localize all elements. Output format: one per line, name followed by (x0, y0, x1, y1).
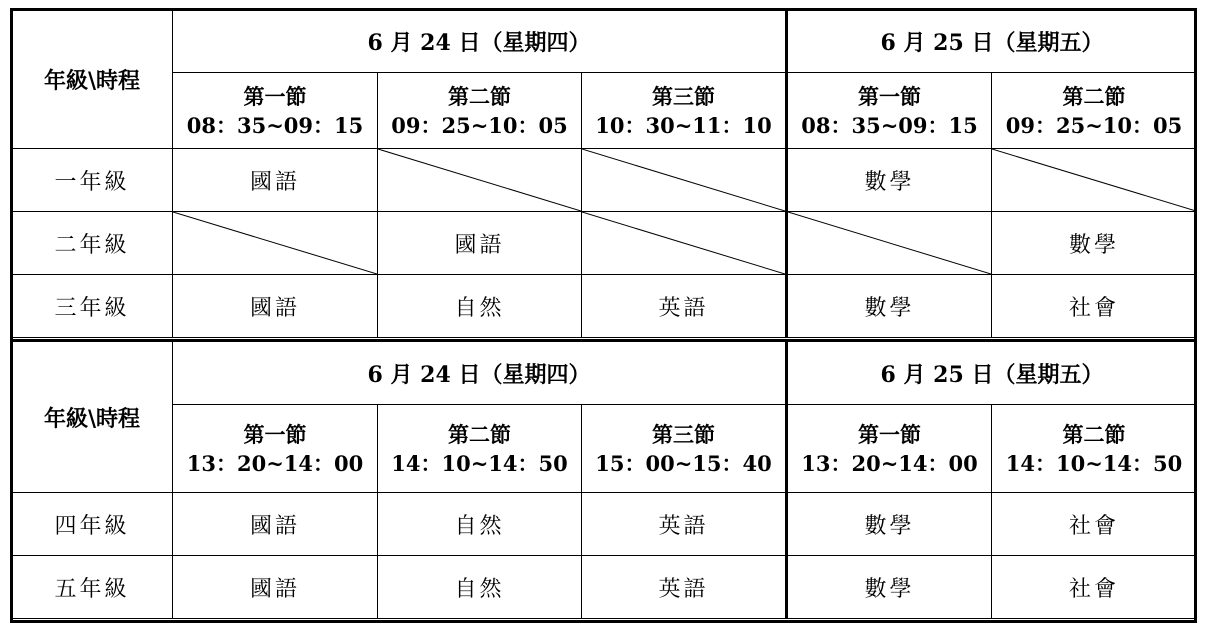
date-header-day2: 6 月 25 日（星期五） (787, 10, 1197, 73)
period-header: 第二節 09：25~10：05 (378, 73, 582, 149)
subject-cell: 社會 (992, 556, 1197, 619)
period-header: 第二節 14：10~14：50 (992, 405, 1197, 493)
subject-cell: 數學 (787, 556, 992, 619)
grade-label: 二年級 (12, 212, 173, 275)
subject-cell: 社會 (992, 275, 1197, 338)
subject-cell: 英語 (582, 275, 787, 338)
grade-label: 五年級 (12, 556, 173, 619)
date-header-day2: 6 月 25 日（星期五） (787, 341, 1197, 405)
grade-label: 三年級 (12, 275, 173, 338)
empty-slot (992, 149, 1197, 212)
empty-slot (787, 212, 992, 275)
empty-slot (582, 212, 787, 275)
period-header: 第三節 10：30~11：10 (582, 73, 787, 149)
diagonal-slash (992, 149, 1196, 211)
period-header: 第一節 08：35~09：15 (787, 73, 992, 149)
empty-slot (582, 149, 787, 212)
table-row (12, 556, 1197, 619)
period-header: 第二節 14：10~14：50 (378, 405, 582, 493)
subject-cell: 自然 (378, 556, 582, 619)
period-header: 第一節 13：20~14：00 (173, 405, 378, 493)
subject-cell: 英語 (582, 556, 787, 619)
subject-cell: 數學 (787, 149, 992, 212)
table-row (12, 149, 1197, 212)
period-header: 第二節 09：25~10：05 (992, 73, 1197, 149)
date-header-day1: 6 月 24 日（星期四） (173, 341, 787, 405)
subject-cell: 國語 (173, 556, 378, 619)
table-row (12, 212, 1197, 275)
diagonal-slash (582, 149, 785, 211)
empty-slot (378, 149, 582, 212)
diagonal-slash (378, 149, 581, 211)
period-header: 第一節 08：35~09：15 (173, 73, 378, 149)
subject-cell: 國語 (173, 275, 378, 338)
subject-cell: 自然 (378, 275, 582, 338)
grade-label: 一年級 (12, 149, 173, 212)
subject-cell: 數學 (787, 275, 992, 338)
exam-schedule-table-afternoon (11, 339, 1197, 619)
period-header: 第一節 13：20~14：00 (787, 405, 992, 493)
subject-cell: 自然 (378, 493, 582, 556)
table-row (12, 493, 1197, 556)
grade-time-header: 年級\時程 (12, 10, 173, 149)
subject-cell: 數學 (992, 212, 1197, 275)
subject-cell: 英語 (582, 493, 787, 556)
subject-cell: 國語 (173, 149, 378, 212)
subject-cell: 社會 (992, 493, 1197, 556)
diagonal-slash (788, 212, 991, 274)
diagonal-slash (582, 212, 785, 274)
date-header-day1: 6 月 24 日（星期四） (173, 10, 787, 73)
grade-time-header: 年級\時程 (12, 341, 173, 493)
table-row (12, 275, 1197, 338)
period-header: 第三節 15：00~15：40 (582, 405, 787, 493)
subject-cell: 國語 (378, 212, 582, 275)
exam-schedule-table-morning (11, 9, 1197, 338)
grade-label: 四年級 (12, 493, 173, 556)
subject-cell: 數學 (787, 493, 992, 556)
subject-cell: 國語 (173, 493, 378, 556)
empty-slot (173, 212, 378, 275)
diagonal-slash (173, 212, 377, 274)
